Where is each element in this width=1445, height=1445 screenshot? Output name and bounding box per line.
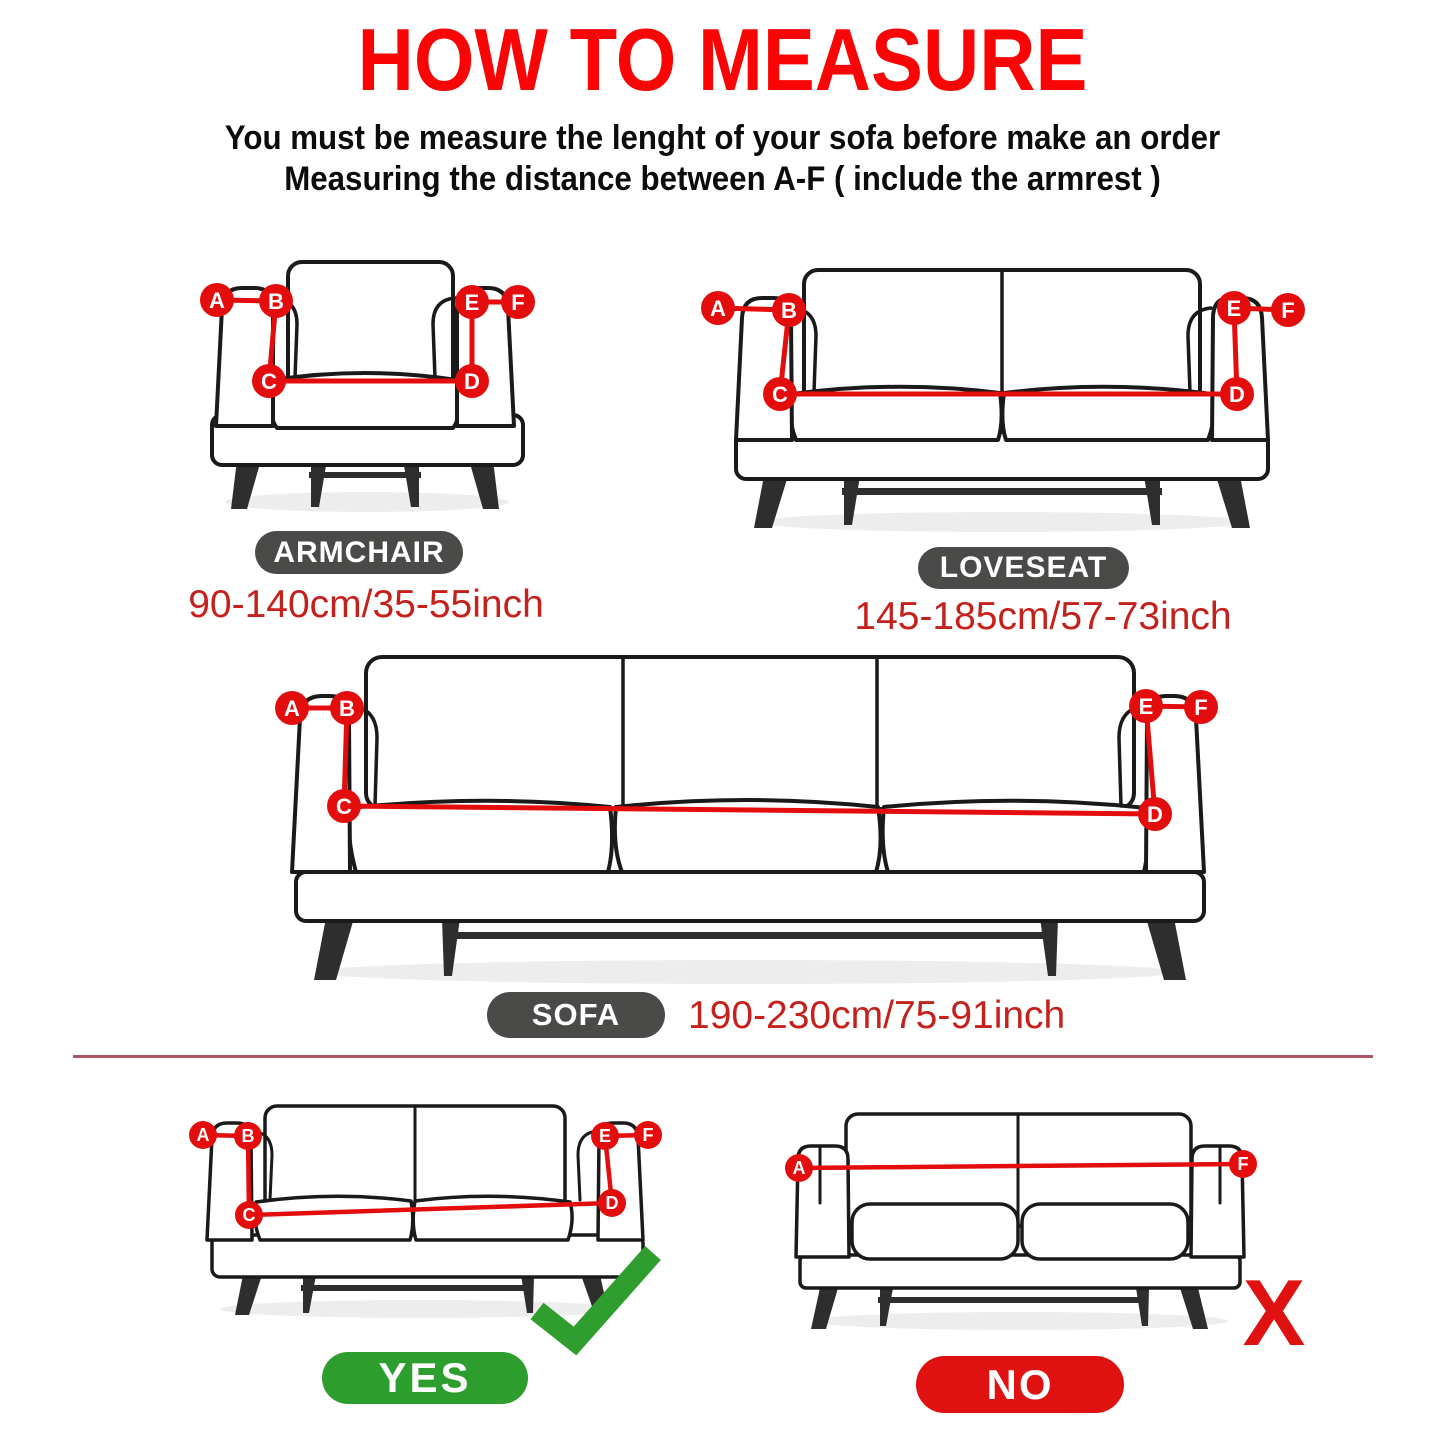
marker-c-label: C (261, 369, 277, 394)
example-stretcher (301, 1285, 531, 1291)
subtitle-line-1: You must be measure the lenght of your sofa before make an order (224, 119, 1221, 157)
example-seat-cushion (852, 1204, 1018, 1259)
marker-f-label: F (642, 1125, 654, 1145)
marker-b-label: B (241, 1126, 255, 1146)
armchair-diagram (185, 252, 545, 522)
sofa-seat-cushion (349, 801, 612, 872)
loveseat-shadow (757, 512, 1247, 532)
marker-d-label: D (464, 369, 480, 394)
marker-c-label: C (772, 382, 788, 407)
sofa-label-pill: SOFA (487, 992, 665, 1038)
marker-a-label: A (710, 296, 726, 321)
wrong-example-diagram (780, 1105, 1320, 1365)
example-shadow (220, 1300, 620, 1318)
marker-e-label: E (1138, 694, 1154, 719)
marker-c-label: C (242, 1205, 256, 1225)
marker-c-label: C (336, 794, 352, 819)
marker-a-label: A (209, 288, 225, 313)
marker-d-label: D (605, 1193, 619, 1213)
marker-f-label: F (1237, 1154, 1249, 1174)
marker-a-label: A (196, 1125, 210, 1145)
sofa-back-cushion (366, 657, 1134, 809)
marker-d-label: D (1229, 382, 1245, 407)
yes-badge: YES (322, 1352, 528, 1404)
marker-a-label: A (792, 1158, 806, 1178)
example-stretcher (878, 1297, 1140, 1303)
marker-f-label: F (1194, 695, 1208, 720)
marker-e-label: E (598, 1126, 612, 1146)
example-seat-cushion (1022, 1204, 1188, 1259)
sofa-size-range: 190-230cm/75-91inch (688, 994, 1066, 1037)
marker-b-label: B (781, 298, 797, 323)
marker-b-label: B (339, 696, 355, 721)
loveseat-diagram (692, 262, 1312, 542)
marker-f-label: F (1281, 298, 1295, 323)
armchair-size-range: 90-140cm/35-55inch (188, 583, 544, 626)
loveseat-label-pill: LOVESEAT (918, 547, 1129, 589)
sofa-stretcher (446, 932, 1054, 939)
marker-f-label: F (511, 290, 525, 315)
sofa-base (296, 872, 1204, 921)
loveseat-size-range: 145-185cm/57-73inch (854, 595, 1232, 638)
armchair-label-pill: ARMCHAIR (255, 531, 463, 574)
loveseat-stretcher (842, 488, 1162, 495)
marker-b-label: B (268, 289, 284, 314)
example-seat-cushion (413, 1196, 572, 1240)
marker-e-label: E (464, 290, 480, 315)
subtitle-line-2: Measuring the distance between A-F ( include the armrest ) (284, 160, 1161, 198)
no-badge: NO (916, 1356, 1124, 1413)
cross-icon: X (1242, 1260, 1306, 1365)
example-shadow (812, 1312, 1228, 1330)
armchair-stretcher (309, 472, 421, 478)
section-divider (73, 1055, 1373, 1058)
sofa-diagram (260, 650, 1240, 990)
armchair-shadow (225, 492, 509, 512)
marker-a-label: A (284, 696, 300, 721)
example-seat-cushion (255, 1196, 413, 1240)
marker-e-label: E (1226, 296, 1242, 321)
page-title: HOW TO MEASURE (357, 10, 1088, 109)
marker-d-label: D (1147, 802, 1163, 827)
correct-example-diagram (185, 1095, 695, 1355)
